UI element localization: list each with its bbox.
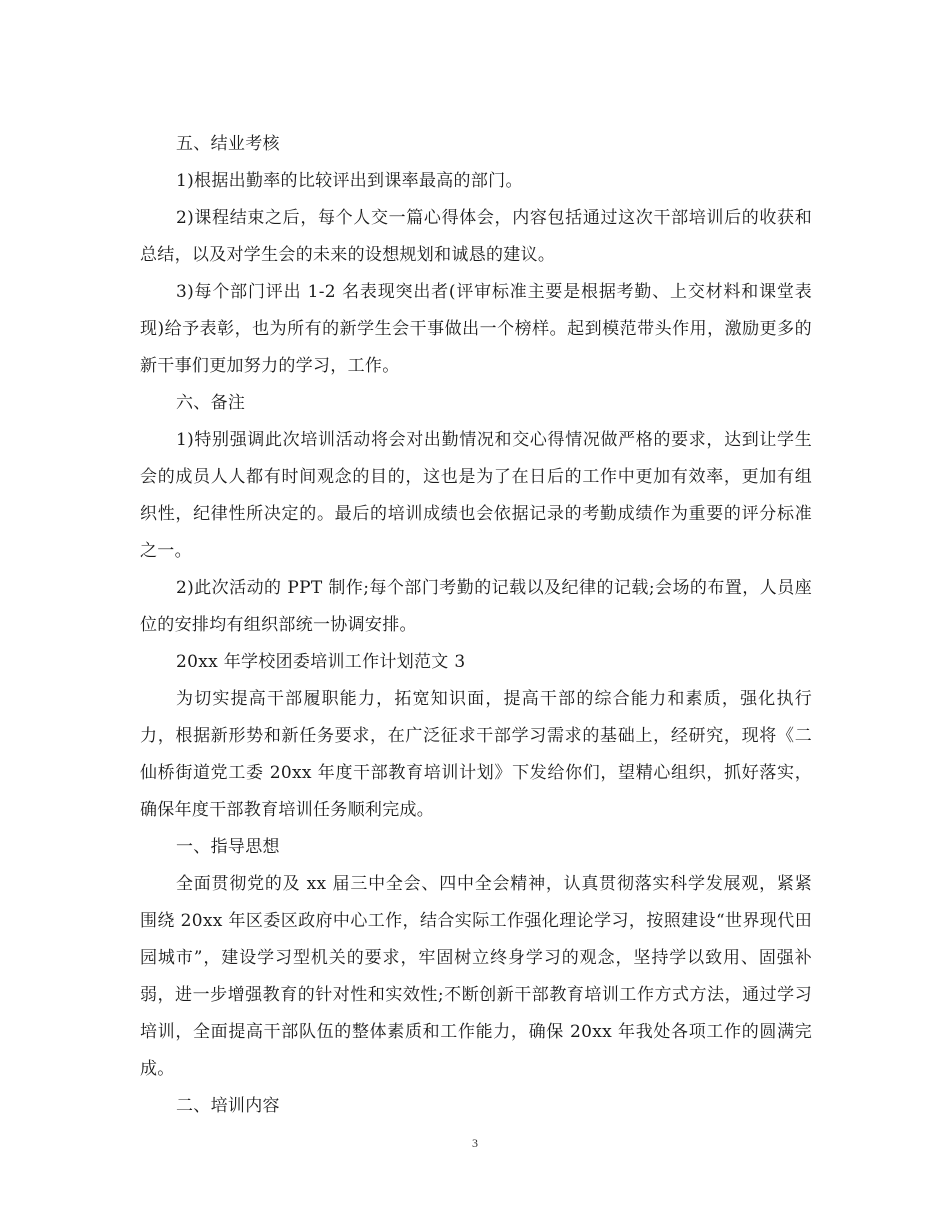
paragraph-ppt-arrangements: 2)此次活动的 PPT 制作;每个部门考勤的记载以及纪律的记载;会场的布置，人员座位的安排均有组织部统一协调安排。 bbox=[140, 578, 812, 635]
page-number: 3 bbox=[472, 1136, 478, 1150]
document-section-title: 20xx 年学校团委培训工作计划范文 3 bbox=[176, 652, 466, 672]
paragraph-outstanding-members: 3)每个部门评出 1-2 名表现突出者(评审标准主要是根据考勤、上交材料和课堂表现)给予表彰，也为所有的新学生会干事做出一个榜样。起到模范带头作用，激励更多的新干事们更加努力的学习，工作。 bbox=[140, 282, 812, 376]
paragraph-introduction: 为切实提高干部履职能力，拓宽知识面，提高干部的综合能力和素质，强化执行力，根据新形势和新任务要求，在广泛征求干部学习需求的基础上，经研究，现将《二仙桥街道党工委 20xx 年度干部教育培训计划》下发给你们，望精心组织，抓好落实，确保年度干部教育培训任务顺利完成。 bbox=[140, 689, 812, 820]
section-heading-guiding-ideology: 一、指导思想 bbox=[176, 837, 280, 857]
document-body bbox=[140, 126, 812, 1125]
paragraph-attendance-requirements: 1)特别强调此次培训活动将会对出勤情况和交心得情况做严格的要求，达到让学生会的成员人人都有时间观念的目的，这也是为了在日后的工作中更加有效率，更加有组织性，纪律性所决定的。最后的培训成绩也会依据记录的考勤成绩作为重要的评分标准之一。 bbox=[140, 430, 812, 561]
section-heading-remarks: 六、备注 bbox=[176, 393, 246, 413]
section-heading-training-content: 二、培训内容 bbox=[176, 1096, 280, 1116]
paragraph-attendance-ranking: 1)根据出勤率的比较评出到课率最高的部门。 bbox=[176, 171, 523, 191]
paragraph-reflection-essay: 2)课程结束之后，每个人交一篇心得体会，内容包括通过这次干部培训后的收获和总结，以及对学生会的未来的设想规划和诚恳的建议。 bbox=[140, 208, 812, 265]
paragraph-guiding-ideology: 全面贯彻党的及 xx 届三中全会、四中全会精神，认真贯彻落实科学发展观，紧紧围绕 20xx 年区委区政府中心工作，结合实际工作强化理论学习，按照建设“世界现代田园城市”，建设学习型机关的要求，牢固树立终身学习的观念，坚持学以致用、固强补弱，进一步增强教育的针对性和实效性;不断创新干部教育培训工作方式方法，通过学习培训，全面提高干部队伍的整体素质和工作能力，确保 20xx 年我处各项工作的圆满完成。 bbox=[140, 874, 812, 1079]
section-heading-graduation-assessment: 五、结业考核 bbox=[176, 134, 280, 154]
